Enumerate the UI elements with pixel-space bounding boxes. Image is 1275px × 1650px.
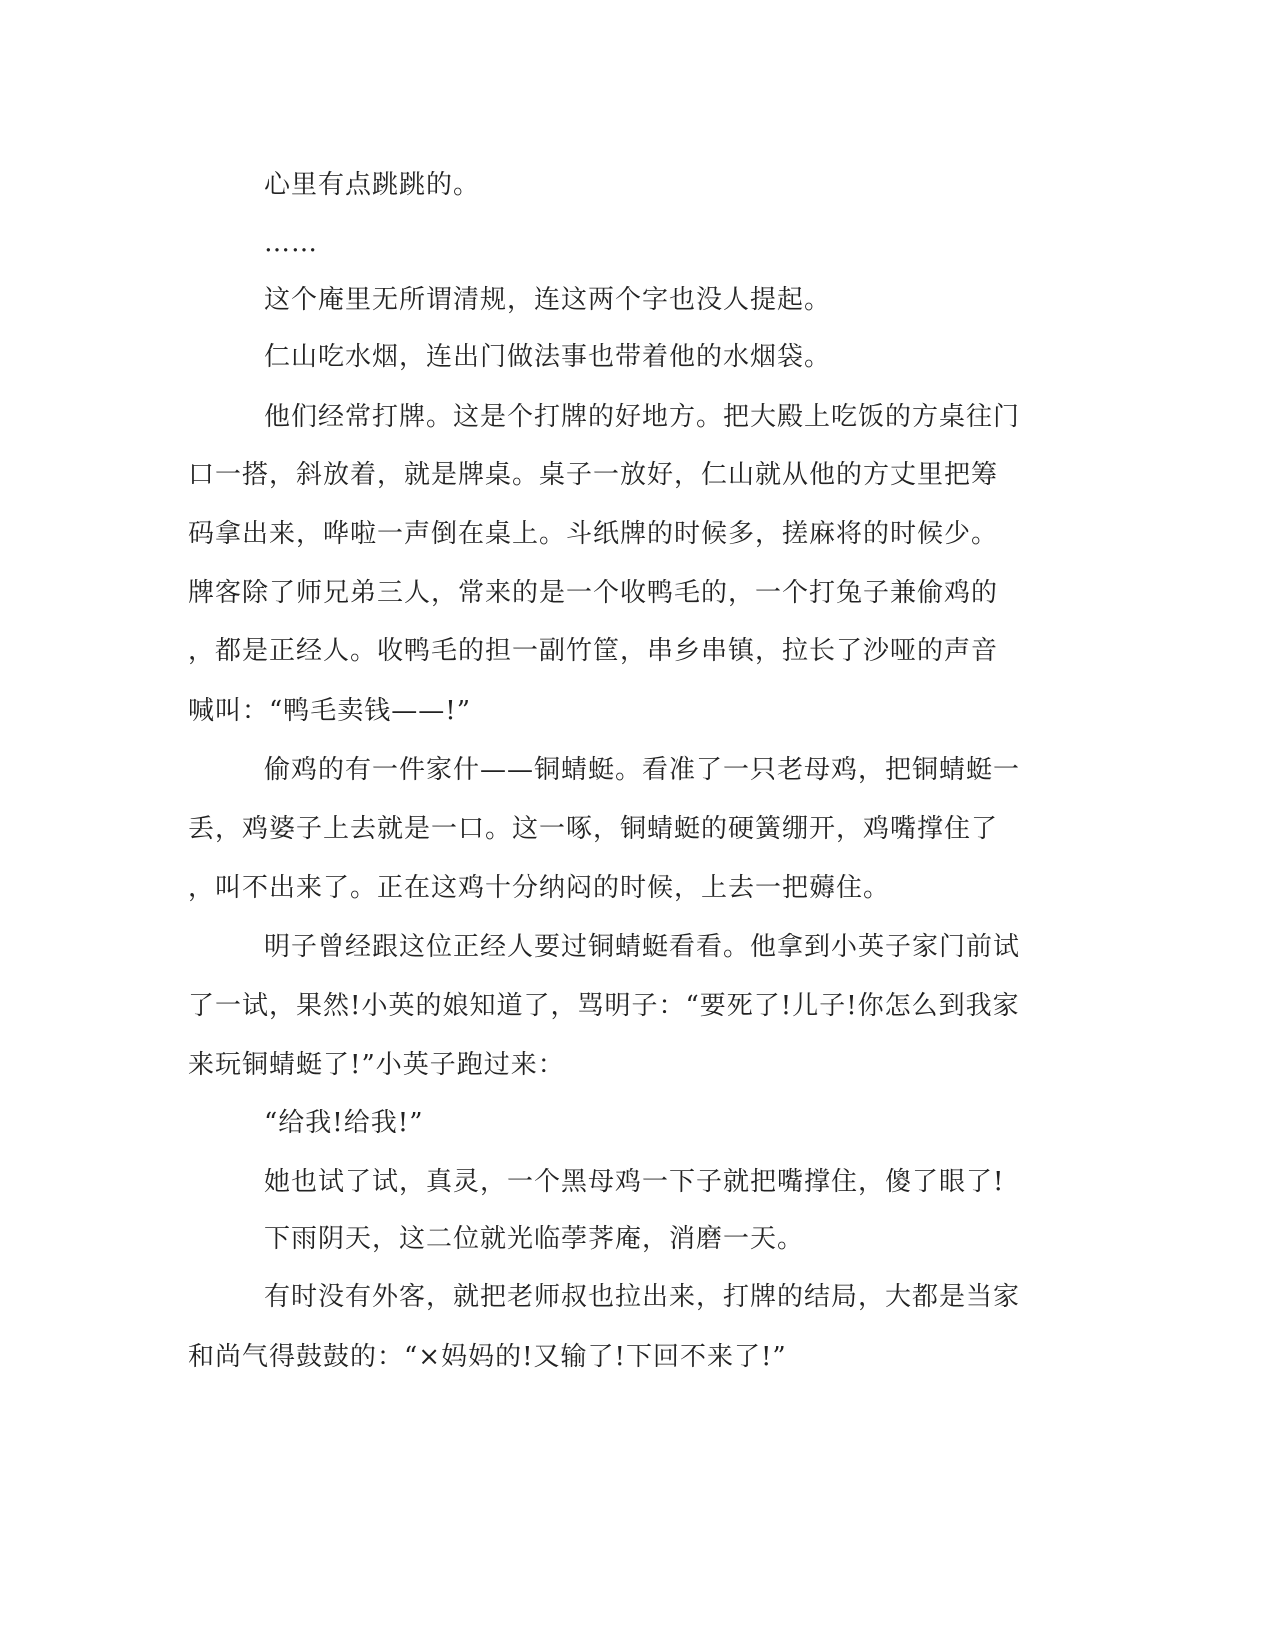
text-line-3: 这个庵里无所谓清规，连这两个字也没人提起。	[264, 285, 832, 315]
text-line-7: 码拿出来，哗啦一声倒在桌上。斗纸牌的时候多，搓麻将的时候少。	[188, 519, 999, 549]
text-line-18: 她也试了试，真灵，一个黑母鸡一下子就把嘴撑住，傻了眼了!	[264, 1167, 1005, 1197]
text-line-2: ……	[264, 228, 318, 258]
text-line-5: 他们经常打牌。这是个打牌的好地方。把大殿上吃饭的方桌往门	[264, 402, 1021, 432]
text-line-20: 有时没有外客，就把老师叔也拉出来，打牌的结局，大都是当家	[264, 1282, 1021, 1312]
text-line-19: 下雨阴天，这二位就光临荸荠庵，消磨一天。	[264, 1224, 805, 1254]
text-line-21: 和尚气得鼓鼓的：“×妈妈的!又输了!下回不来了!”	[188, 1342, 787, 1372]
text-line-6: 口一搭，斜放着，就是牌桌。桌子一放好，仁山就从他的方丈里把筹	[188, 460, 999, 490]
text-line-15: 了一试，果然!小英的娘知道了，骂明子：“要死了!儿子!你怎么到我家	[188, 991, 1020, 1021]
text-line-1: 心里有点跳跳的。	[264, 170, 481, 200]
text-line-8: 牌客除了师兄弟三人，常来的是一个收鸭毛的，一个打兔子兼偷鸡的	[188, 578, 999, 608]
text-line-17: “给我!给我!”	[264, 1108, 424, 1138]
text-line-4: 仁山吃水烟，连出门做法事也带着他的水烟袋。	[264, 342, 832, 372]
text-line-9: ，都是正经人。收鸭毛的担一副竹筐，串乡串镇，拉长了沙哑的声音	[188, 636, 999, 666]
text-line-14: 明子曾经跟这位正经人要过铜蜻蜓看看。他拿到小英子家门前试	[264, 932, 1021, 962]
text-line-13: ，叫不出来了。正在这鸡十分纳闷的时候，上去一把薅住。	[188, 873, 891, 903]
text-line-12: 丢，鸡婆子上去就是一口。这一啄，铜蜻蜓的硬簧绷开，鸡嘴撑住了	[188, 814, 999, 844]
text-line-16: 来玩铜蜻蜓了!”小英子跑过来：	[188, 1050, 565, 1080]
text-line-10: 喊叫：“鸭毛卖钱——!”	[188, 696, 472, 726]
text-line-11: 偷鸡的有一件家什——铜蜻蜓。看准了一只老母鸡，把铜蜻蜓一	[264, 755, 1021, 785]
